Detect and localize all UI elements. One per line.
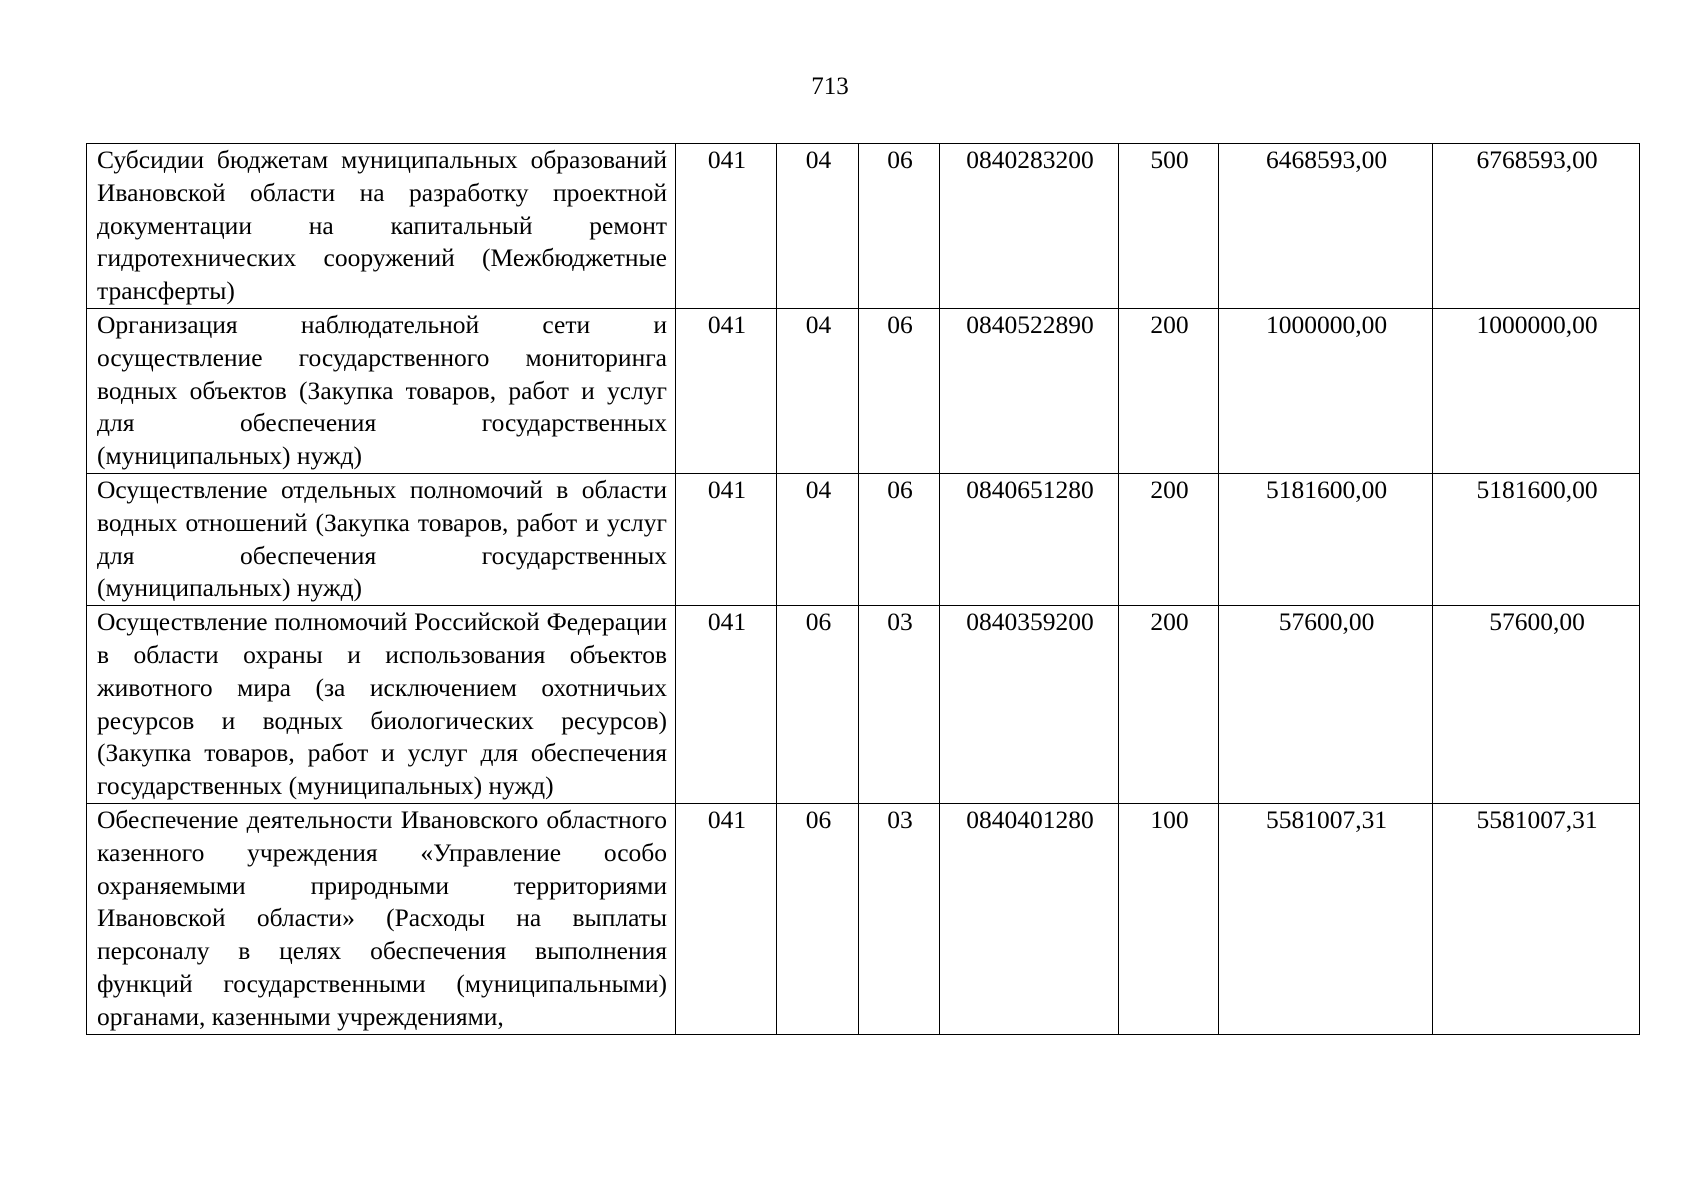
subsection-code: 06	[859, 308, 940, 473]
amount-year-2: 6768593,00	[1433, 144, 1640, 309]
ministry-code: 041	[676, 803, 777, 1034]
ministry-code: 041	[676, 473, 777, 605]
amount-year-2: 5581007,31	[1433, 803, 1640, 1034]
ministry-code: 041	[676, 144, 777, 309]
table-row	[87, 473, 1640, 605]
amount-year-2: 1000000,00	[1433, 308, 1640, 473]
row-description: Осуществление полномочий Российской Федерации в области охраны и использования объектов животного мира (за исключением охотничьих ресурсов и водных биологических ресурсов) (Закупка товаров, работ и услуг для обеспечения государственных (муниципальных) нужд)	[87, 606, 676, 804]
subsection-code: 03	[859, 803, 940, 1034]
expense-type-code: 200	[1119, 606, 1219, 804]
expense-type-code: 500	[1119, 144, 1219, 309]
target-article-code: 0840522890	[940, 308, 1119, 473]
budget-table	[86, 143, 1640, 1035]
amount-year-1: 5181600,00	[1219, 473, 1433, 605]
table-row	[87, 308, 1640, 473]
amount-year-1: 6468593,00	[1219, 144, 1433, 309]
row-description: Обеспечение деятельности Ивановского областного казенного учреждения «Управление особо охраняемыми природными территориями Ивановской области» (Расходы на выплаты персоналу в целях обеспечения выполнения функций государственными (муниципальными) органами, казенными учреждениями,	[87, 803, 676, 1034]
amount-year-1: 57600,00	[1219, 606, 1433, 804]
section-code: 06	[777, 606, 859, 804]
table-row	[87, 803, 1640, 1034]
amount-year-2: 57600,00	[1433, 606, 1640, 804]
target-article-code: 0840401280	[940, 803, 1119, 1034]
table-row	[87, 144, 1640, 309]
section-code: 04	[777, 308, 859, 473]
expense-type-code: 200	[1119, 308, 1219, 473]
subsection-code: 06	[859, 144, 940, 309]
section-code: 04	[777, 473, 859, 605]
ministry-code: 041	[676, 308, 777, 473]
section-code: 04	[777, 144, 859, 309]
subsection-code: 03	[859, 606, 940, 804]
ministry-code: 041	[676, 606, 777, 804]
target-article-code: 0840651280	[940, 473, 1119, 605]
section-code: 06	[777, 803, 859, 1034]
target-article-code: 0840283200	[940, 144, 1119, 309]
amount-year-2: 5181600,00	[1433, 473, 1640, 605]
row-description: Осуществление отдельных полномочий в области водных отношений (Закупка товаров, работ и услуг для обеспечения государственных (муниципальных) нужд)	[87, 473, 676, 605]
expense-type-code: 200	[1119, 473, 1219, 605]
amount-year-1: 5581007,31	[1219, 803, 1433, 1034]
subsection-code: 06	[859, 473, 940, 605]
amount-year-1: 1000000,00	[1219, 308, 1433, 473]
page-number: 713	[811, 73, 849, 100]
expense-type-code: 100	[1119, 803, 1219, 1034]
table-row	[87, 606, 1640, 804]
target-article-code: 0840359200	[940, 606, 1119, 804]
row-description: Субсидии бюджетам муниципальных образований Ивановской области на разработку проектной документации на капитальный ремонт гидротехнических сооружений (Межбюджетные трансферты)	[87, 144, 676, 309]
row-description: Организация наблюдательной сети и осуществление государственного мониторинга водных объектов (Закупка товаров, работ и услуг для обеспечения государственных (муниципальных) нужд)	[87, 308, 676, 473]
